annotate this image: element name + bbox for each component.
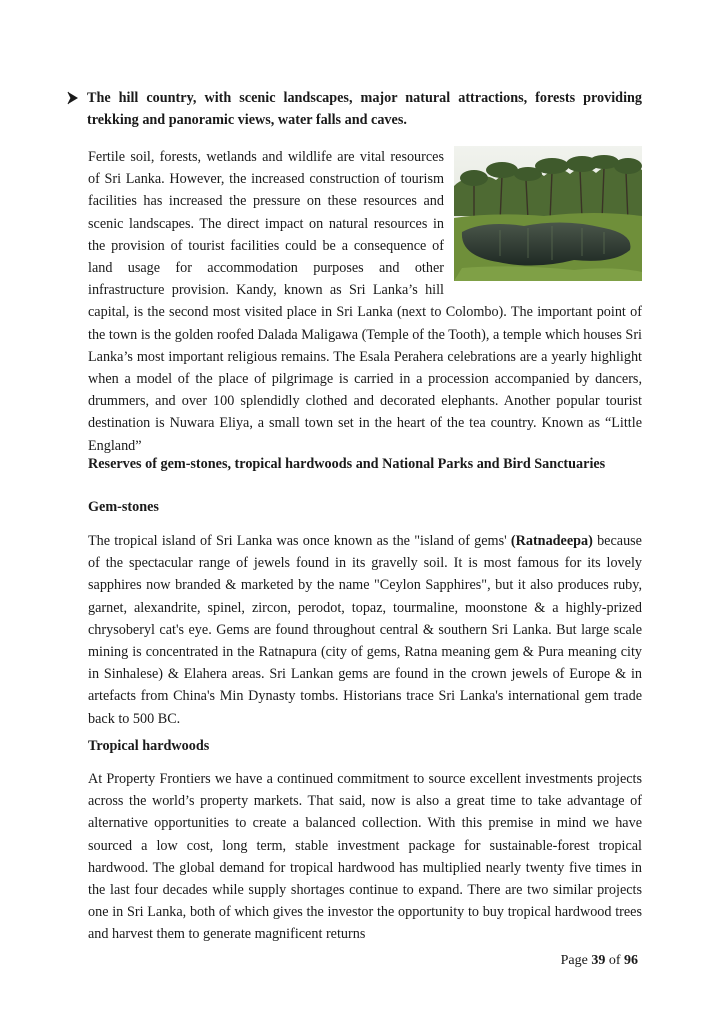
hardwoods-section <box>88 768 642 946</box>
page-footer <box>561 953 638 969</box>
intro-paragraph: Fertile soil, forests, wetlands and wildlife are vital resources of Sri Lanka. However, the increased construction of tourism facilities has increased the pressure on these resources and scenic landscapes. The direct impact on natural resources in the provision of tourist facilities could be a consequence of land usage for accommodation purposes and other infrastructure provision. Kandy, known as Sri Lanka’s hill capital, is the second most visited place in Sri Lanka (next to Colombo). The important point of the town is the golden roofed Dalada Maligawa (Temple of the Tooth), a temple which houses Sri Lanka’s most important religious remains. The Esala Perahera celebrations are a yearly highlight when a model of the place of pilgrimage is carried in a procession accompanied by dancers, drummers, and over 100 splendidly clothed and decorated elephants. Another popular tourist destination is Nuwara Eliya, a small town set in the heart of the tea country. Known as “Little England” <box>88 149 642 454</box>
reserves-heading: Reserves of gem-stones, tropical hardwoods and National Parks and Bird Sanctuaries <box>88 456 606 472</box>
arrow-bullet-icon <box>66 91 80 105</box>
bullet-text: The hill country, with scenic landscapes, major natural attractions, forests providing trekking and panoramic views, water falls and caves. <box>87 90 642 128</box>
gemstones-text-bold: (Ratnadeepa) <box>510 533 593 549</box>
gemstones-heading: Gem-stones <box>88 499 159 515</box>
intro-section <box>88 146 642 457</box>
gemstones-paragraph <box>88 530 642 730</box>
of-label: of <box>608 953 621 968</box>
hardwoods-heading: Tropical hardwoods <box>88 738 210 754</box>
gemstones-text-before: The tropical island of Sri Lanka was once known as the "island of gems' <box>88 533 511 549</box>
page-number: 39 <box>591 953 606 968</box>
total-pages: 96 <box>624 953 638 968</box>
gemstones-text-after: because of the spectacular range of jewels found in its gravelly soil. It is most famous for its lovely sapphires now branded & marketed by the name "Ceylon Sapphires", but it also produces ruby, garnet, alexandrite, spinel, zircon, perodot, topaz, tourmaline, moonstone & a highly-prized chrysoberyl cat's eye. Gems are found throughout central & southern Sri Lanka. But large scale mining is concentrated in the Ratnapura (city of gems, Ratna meaning gem & Pura meaning city in Sinhalese) & Elahera areas. Sri Lankan gems are found in the crown jewels of Europe & in artefacts from China's Min Dynasty tombs. Historians trace Sri Lanka's international gem trade back to 500 BC. <box>88 533 642 727</box>
page-label: Page <box>560 953 588 968</box>
gemstones-section <box>88 530 642 730</box>
bullet-item <box>70 88 642 131</box>
hardwoods-paragraph: At Property Frontiers we have a continued commitment to source excellent investments projects across the world’s property markets. That said, now is also a great time to take advantage of alternative opportunities to create a balanced collection. With this premise in mind we have sourced a low cost, long term, stable investment package for sustainable-forest tropical hardwood. The global demand for tropical hardwood has multiplied nearly twenty five times in the last four decades while supply shortages continue to expand. There are two similar projects one in Sri Lanka, both of which gives the investor the opportunity to buy tropical hardwood trees and harvest them to generate magnificent returns <box>88 771 642 943</box>
landscape-photo <box>454 146 642 281</box>
